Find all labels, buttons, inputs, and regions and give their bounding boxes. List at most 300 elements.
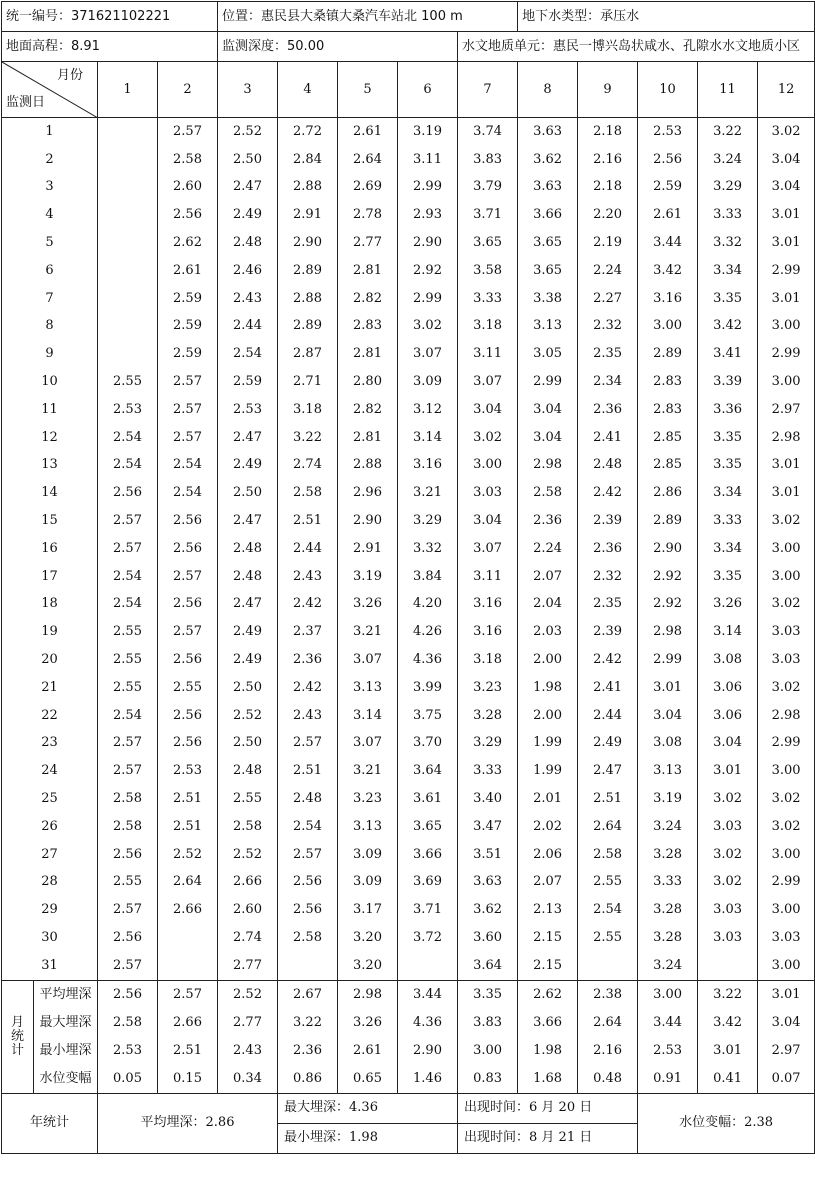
depth-cell: 2.54 [578, 896, 638, 924]
depth-cell: 2.55 [578, 924, 638, 952]
depth-cell: 3.13 [518, 313, 578, 341]
depth-cell: 2.44 [578, 702, 638, 730]
depth-cell: 2.07 [518, 563, 578, 591]
depth-cell: 2.59 [158, 340, 218, 368]
depth-cell [98, 340, 158, 368]
stat-cell: 3.44 [398, 980, 458, 1009]
depth-cell: 3.00 [758, 896, 815, 924]
day-label: 1 [2, 118, 98, 146]
table-row [2, 201, 815, 229]
depth-cell: 2.99 [518, 368, 578, 396]
stat-cell: 3.26 [338, 1009, 398, 1037]
day-label: 2 [2, 146, 98, 174]
depth-cell: 3.02 [758, 813, 815, 841]
depth-cell: 3.16 [638, 285, 698, 313]
depth-cell: 2.85 [638, 424, 698, 452]
depth-cell: 2.61 [338, 118, 398, 146]
depth-cell [98, 285, 158, 313]
depth-cell: 3.32 [698, 229, 758, 257]
depth-cell: 2.89 [638, 340, 698, 368]
stat-cell: 2.53 [98, 1037, 158, 1065]
stat-cell: 2.53 [638, 1037, 698, 1065]
depth-cell: 2.59 [638, 174, 698, 202]
depth-cell: 3.02 [698, 869, 758, 897]
day-label: 15 [2, 507, 98, 535]
depth-cell: 3.13 [338, 813, 398, 841]
depth-cell: 2.84 [278, 146, 338, 174]
depth-cell: 3.04 [458, 507, 518, 535]
depth-cell: 2.58 [158, 146, 218, 174]
month-header-8: 8 [518, 62, 578, 118]
depth-cell: 2.77 [218, 952, 278, 980]
table-row [2, 813, 815, 841]
depth-cell: 2.99 [758, 340, 815, 368]
depth-cell: 2.51 [278, 507, 338, 535]
table-row [2, 313, 815, 341]
table-row [2, 952, 815, 980]
ground-elevation: 地面高程：8.91 [2, 32, 218, 62]
stat-cell: 2.16 [578, 1037, 638, 1065]
depth-cell: 3.62 [518, 146, 578, 174]
depth-cell: 2.57 [158, 563, 218, 591]
hydro-unit: 水文地质单元：惠民一博兴岛状咸水、孔隙水水文地质小区 [458, 32, 815, 62]
station-code: 统一编号：371621102221 [2, 2, 218, 32]
depth-cell: 2.48 [218, 563, 278, 591]
month-stat-row [2, 1037, 815, 1065]
depth-cell: 2.66 [158, 896, 218, 924]
depth-cell: 2.60 [218, 896, 278, 924]
depth-cell: 2.89 [278, 257, 338, 285]
depth-cell: 2.59 [158, 313, 218, 341]
day-label: 14 [2, 479, 98, 507]
depth-cell: 3.03 [698, 924, 758, 952]
depth-cell: 3.09 [338, 869, 398, 897]
station-location: 位置：惠民县大桑镇大桑汽车站北 100 m [218, 2, 518, 32]
depth-cell: 2.01 [518, 785, 578, 813]
depth-cell: 3.18 [458, 313, 518, 341]
depth-cell: 2.54 [98, 702, 158, 730]
depth-cell: 3.09 [338, 841, 398, 869]
depth-cell: 2.54 [278, 813, 338, 841]
depth-cell: 3.69 [398, 869, 458, 897]
depth-cell: 3.22 [698, 118, 758, 146]
depth-cell: 2.90 [278, 229, 338, 257]
depth-cell: 2.55 [578, 869, 638, 897]
depth-cell: 3.07 [398, 340, 458, 368]
depth-cell: 2.61 [638, 201, 698, 229]
depth-cell: 3.26 [338, 591, 398, 619]
depth-cell: 2.99 [398, 285, 458, 313]
depth-cell: 3.00 [638, 313, 698, 341]
depth-cell: 3.36 [698, 396, 758, 424]
depth-cell: 2.56 [638, 146, 698, 174]
stat-cell: 0.48 [578, 1065, 638, 1094]
depth-cell: 2.56 [158, 201, 218, 229]
stat-cell: 2.64 [578, 1009, 638, 1037]
table-row [2, 146, 815, 174]
depth-cell: 2.99 [638, 646, 698, 674]
depth-cell: 3.13 [638, 757, 698, 785]
depth-cell: 3.63 [518, 118, 578, 146]
depth-cell: 2.52 [218, 702, 278, 730]
month-axis-label: 月份 [56, 68, 83, 83]
depth-cell: 2.85 [638, 452, 698, 480]
depth-cell: 2.59 [218, 368, 278, 396]
stat-cell: 2.61 [338, 1037, 398, 1065]
depth-cell: 2.44 [278, 535, 338, 563]
depth-cell: 3.58 [458, 257, 518, 285]
depth-cell: 3.63 [518, 174, 578, 202]
depth-cell: 2.54 [98, 452, 158, 480]
depth-cell: 3.01 [758, 201, 815, 229]
depth-cell: 2.47 [218, 424, 278, 452]
depth-cell: 2.64 [338, 146, 398, 174]
depth-cell: 2.57 [98, 757, 158, 785]
depth-cell: 3.08 [698, 646, 758, 674]
depth-cell: 3.51 [458, 841, 518, 869]
depth-cell: 3.83 [458, 146, 518, 174]
depth-cell: 3.32 [398, 535, 458, 563]
depth-cell: 3.29 [398, 507, 458, 535]
depth-cell: 2.51 [578, 785, 638, 813]
depth-cell: 3.02 [758, 785, 815, 813]
table-row [2, 118, 815, 146]
depth-cell: 3.60 [458, 924, 518, 952]
depth-cell [98, 146, 158, 174]
depth-cell: 3.02 [398, 313, 458, 341]
month-stats-char: 月 [10, 1014, 24, 1030]
depth-cell: 2.58 [518, 479, 578, 507]
depth-cell: 2.58 [578, 841, 638, 869]
stat-cell: 0.05 [98, 1065, 158, 1094]
depth-cell: 2.91 [278, 201, 338, 229]
depth-cell: 2.15 [518, 924, 578, 952]
depth-cell: 3.04 [518, 424, 578, 452]
stat-cell: 3.00 [638, 980, 698, 1009]
depth-cell: 3.20 [338, 952, 398, 980]
depth-cell: 3.29 [698, 174, 758, 202]
depth-cell: 3.02 [458, 424, 518, 452]
depth-cell: 3.16 [458, 591, 518, 619]
month-header-4: 4 [278, 62, 338, 118]
depth-cell: 2.53 [638, 118, 698, 146]
depth-cell: 2.07 [518, 869, 578, 897]
depth-cell: 3.14 [398, 424, 458, 452]
depth-cell: 2.83 [638, 368, 698, 396]
table-row [2, 591, 815, 619]
depth-cell: 2.93 [398, 201, 458, 229]
depth-cell: 2.13 [518, 896, 578, 924]
annual-min-time: 出现时间：8 月 21 日 [458, 1123, 638, 1153]
depth-cell: 2.59 [158, 285, 218, 313]
depth-cell: 3.02 [758, 507, 815, 535]
depth-cell: 2.88 [338, 452, 398, 480]
depth-cell: 2.43 [278, 563, 338, 591]
depth-cell: 3.71 [398, 896, 458, 924]
depth-cell: 2.51 [158, 785, 218, 813]
depth-cell: 3.72 [398, 924, 458, 952]
depth-cell: 2.56 [158, 535, 218, 563]
stat-cell: 1.98 [518, 1037, 578, 1065]
depth-cell: 2.04 [518, 591, 578, 619]
depth-cell: 2.48 [278, 785, 338, 813]
table-row [2, 368, 815, 396]
depth-cell: 3.03 [758, 646, 815, 674]
depth-cell: 3.33 [698, 201, 758, 229]
stat-cell: 2.97 [758, 1037, 815, 1065]
stat-cell: 2.36 [278, 1037, 338, 1065]
table-row [2, 452, 815, 480]
depth-cell: 2.58 [278, 479, 338, 507]
depth-cell: 3.01 [758, 285, 815, 313]
stat-cell: 3.42 [698, 1009, 758, 1037]
depth-cell: 3.65 [518, 229, 578, 257]
depth-cell: 3.12 [398, 396, 458, 424]
stat-cell: 0.83 [458, 1065, 518, 1094]
depth-cell: 2.56 [278, 869, 338, 897]
day-label: 7 [2, 285, 98, 313]
depth-cell: 3.33 [458, 285, 518, 313]
stat-cell: 4.36 [398, 1009, 458, 1037]
stat-cell: 2.51 [158, 1037, 218, 1065]
depth-cell: 2.99 [758, 869, 815, 897]
stat-cell: 0.91 [638, 1065, 698, 1094]
depth-cell: 2.81 [338, 340, 398, 368]
month-stat-row [2, 980, 815, 1009]
depth-cell: 2.47 [218, 591, 278, 619]
depth-cell: 2.57 [98, 730, 158, 758]
table-row [2, 674, 815, 702]
depth-cell: 2.48 [218, 757, 278, 785]
depth-cell: 3.07 [338, 646, 398, 674]
depth-cell: 2.57 [158, 396, 218, 424]
depth-cell: 3.13 [338, 674, 398, 702]
table-row [2, 535, 815, 563]
depth-cell: 2.53 [158, 757, 218, 785]
depth-cell: 2.81 [338, 424, 398, 452]
depth-cell: 2.56 [98, 479, 158, 507]
day-label: 10 [2, 368, 98, 396]
depth-cell: 2.55 [98, 368, 158, 396]
depth-cell: 2.18 [578, 118, 638, 146]
stat-cell: 3.00 [458, 1037, 518, 1065]
depth-cell: 2.35 [578, 591, 638, 619]
depth-cell: 2.89 [278, 313, 338, 341]
depth-cell: 3.42 [638, 257, 698, 285]
depth-cell [158, 924, 218, 952]
depth-cell: 3.47 [458, 813, 518, 841]
depth-cell: 2.74 [278, 452, 338, 480]
depth-cell: 2.86 [638, 479, 698, 507]
depth-cell: 3.35 [698, 563, 758, 591]
depth-cell: 3.65 [398, 813, 458, 841]
depth-cell: 2.57 [98, 896, 158, 924]
annual-range: 水位变幅：2.38 [638, 1093, 815, 1153]
depth-cell: 3.44 [638, 229, 698, 257]
depth-cell: 2.62 [158, 229, 218, 257]
depth-cell: 2.48 [578, 452, 638, 480]
depth-cell: 2.53 [218, 396, 278, 424]
depth-cell: 2.50 [218, 146, 278, 174]
depth-cell: 2.71 [278, 368, 338, 396]
depth-cell: 2.90 [398, 229, 458, 257]
month-header-1: 1 [98, 62, 158, 118]
depth-cell: 2.00 [518, 702, 578, 730]
depth-cell: 2.27 [578, 285, 638, 313]
month-header-5: 5 [338, 62, 398, 118]
depth-cell: 3.01 [638, 674, 698, 702]
depth-cell: 2.61 [158, 257, 218, 285]
depth-cell: 1.99 [518, 730, 578, 758]
depth-cell: 3.01 [758, 452, 815, 480]
table-row [2, 757, 815, 785]
depth-cell: 2.15 [518, 952, 578, 980]
depth-cell: 3.02 [758, 674, 815, 702]
depth-cell: 3.19 [338, 563, 398, 591]
stat-label: 平均埋深 [34, 980, 98, 1009]
depth-cell: 3.24 [638, 952, 698, 980]
day-label: 4 [2, 201, 98, 229]
stat-cell: 0.34 [218, 1065, 278, 1094]
depth-cell: 2.36 [578, 535, 638, 563]
annual-max-time: 出现时间：6 月 20 日 [458, 1093, 638, 1123]
depth-cell: 2.98 [638, 618, 698, 646]
depth-cell: 2.82 [338, 396, 398, 424]
depth-cell: 3.65 [458, 229, 518, 257]
month-stat-row [2, 1009, 815, 1037]
depth-cell: 2.54 [158, 452, 218, 480]
depth-cell: 3.35 [698, 424, 758, 452]
stat-cell: 2.77 [218, 1009, 278, 1037]
depth-cell: 3.26 [698, 591, 758, 619]
depth-cell: 2.55 [98, 618, 158, 646]
depth-cell: 3.21 [338, 618, 398, 646]
depth-cell: 3.16 [398, 452, 458, 480]
depth-cell: 2.77 [338, 229, 398, 257]
depth-cell: 2.42 [578, 646, 638, 674]
depth-cell [98, 313, 158, 341]
depth-cell: 2.39 [578, 618, 638, 646]
depth-cell: 3.28 [638, 896, 698, 924]
depth-cell: 3.64 [398, 757, 458, 785]
depth-cell: 3.20 [338, 924, 398, 952]
month-header-row [2, 62, 815, 118]
stat-cell: 0.86 [278, 1065, 338, 1094]
depth-cell: 2.98 [518, 452, 578, 480]
depth-cell: 2.74 [218, 924, 278, 952]
depth-cell: 2.52 [218, 118, 278, 146]
depth-cell: 2.57 [98, 952, 158, 980]
depth-cell: 2.47 [218, 174, 278, 202]
day-label: 16 [2, 535, 98, 563]
depth-cell: 2.56 [158, 702, 218, 730]
header-row-1 [2, 2, 815, 32]
stat-cell: 2.38 [578, 980, 638, 1009]
depth-cell: 3.02 [758, 118, 815, 146]
depth-cell: 3.00 [758, 841, 815, 869]
depth-cell: 3.18 [458, 646, 518, 674]
depth-cell: 3.66 [398, 841, 458, 869]
month-header-3: 3 [218, 62, 278, 118]
depth-cell: 3.00 [758, 368, 815, 396]
depth-cell: 3.04 [698, 730, 758, 758]
stat-cell: 2.67 [278, 980, 338, 1009]
depth-cell: 3.70 [398, 730, 458, 758]
depth-cell: 2.44 [218, 313, 278, 341]
depth-cell: 2.20 [578, 201, 638, 229]
depth-cell: 2.54 [158, 479, 218, 507]
depth-cell: 2.64 [578, 813, 638, 841]
depth-cell: 2.90 [338, 507, 398, 535]
depth-cell: 3.04 [758, 146, 815, 174]
depth-cell: 2.48 [218, 229, 278, 257]
depth-cell: 2.52 [218, 841, 278, 869]
depth-cell: 2.80 [338, 368, 398, 396]
depth-cell: 3.03 [698, 896, 758, 924]
depth-cell: 2.32 [578, 563, 638, 591]
depth-cell: 2.57 [98, 507, 158, 535]
depth-cell: 2.48 [218, 535, 278, 563]
day-label: 22 [2, 702, 98, 730]
table-row [2, 730, 815, 758]
stat-cell: 2.43 [218, 1037, 278, 1065]
day-label: 29 [2, 896, 98, 924]
stat-cell: 2.90 [398, 1037, 458, 1065]
depth-cell: 3.65 [518, 257, 578, 285]
depth-cell: 2.50 [218, 674, 278, 702]
depth-cell: 3.21 [398, 479, 458, 507]
stat-cell: 2.52 [218, 980, 278, 1009]
depth-cell: 2.54 [98, 563, 158, 591]
day-label: 28 [2, 869, 98, 897]
depth-cell: 2.42 [578, 479, 638, 507]
depth-cell: 3.00 [758, 313, 815, 341]
depth-cell: 3.28 [458, 702, 518, 730]
depth-cell: 3.40 [458, 785, 518, 813]
depth-cell: 3.04 [758, 174, 815, 202]
day-label: 13 [2, 452, 98, 480]
depth-cell: 3.35 [698, 285, 758, 313]
annual-min: 最小埋深：1.98 [278, 1123, 458, 1153]
depth-cell: 2.47 [218, 507, 278, 535]
day-label: 19 [2, 618, 98, 646]
depth-cell: 3.29 [458, 730, 518, 758]
depth-cell: 3.23 [338, 785, 398, 813]
depth-cell: 2.72 [278, 118, 338, 146]
depth-cell: 3.71 [458, 201, 518, 229]
depth-cell: 3.00 [758, 535, 815, 563]
depth-cell: 2.36 [578, 396, 638, 424]
day-label: 30 [2, 924, 98, 952]
depth-cell [98, 174, 158, 202]
stat-cell: 3.66 [518, 1009, 578, 1037]
depth-cell: 3.42 [698, 313, 758, 341]
depth-cell: 3.16 [458, 618, 518, 646]
depth-cell: 2.49 [218, 618, 278, 646]
depth-cell: 3.08 [638, 730, 698, 758]
depth-cell: 3.07 [458, 368, 518, 396]
stat-cell: 0.65 [338, 1065, 398, 1094]
depth-cell: 3.33 [458, 757, 518, 785]
depth-cell: 2.81 [338, 257, 398, 285]
depth-cell: 3.33 [638, 869, 698, 897]
depth-cell: 4.26 [398, 618, 458, 646]
depth-cell: 2.24 [518, 535, 578, 563]
day-label: 18 [2, 591, 98, 619]
depth-cell: 2.34 [578, 368, 638, 396]
depth-cell: 3.07 [458, 535, 518, 563]
depth-cell: 2.37 [278, 618, 338, 646]
